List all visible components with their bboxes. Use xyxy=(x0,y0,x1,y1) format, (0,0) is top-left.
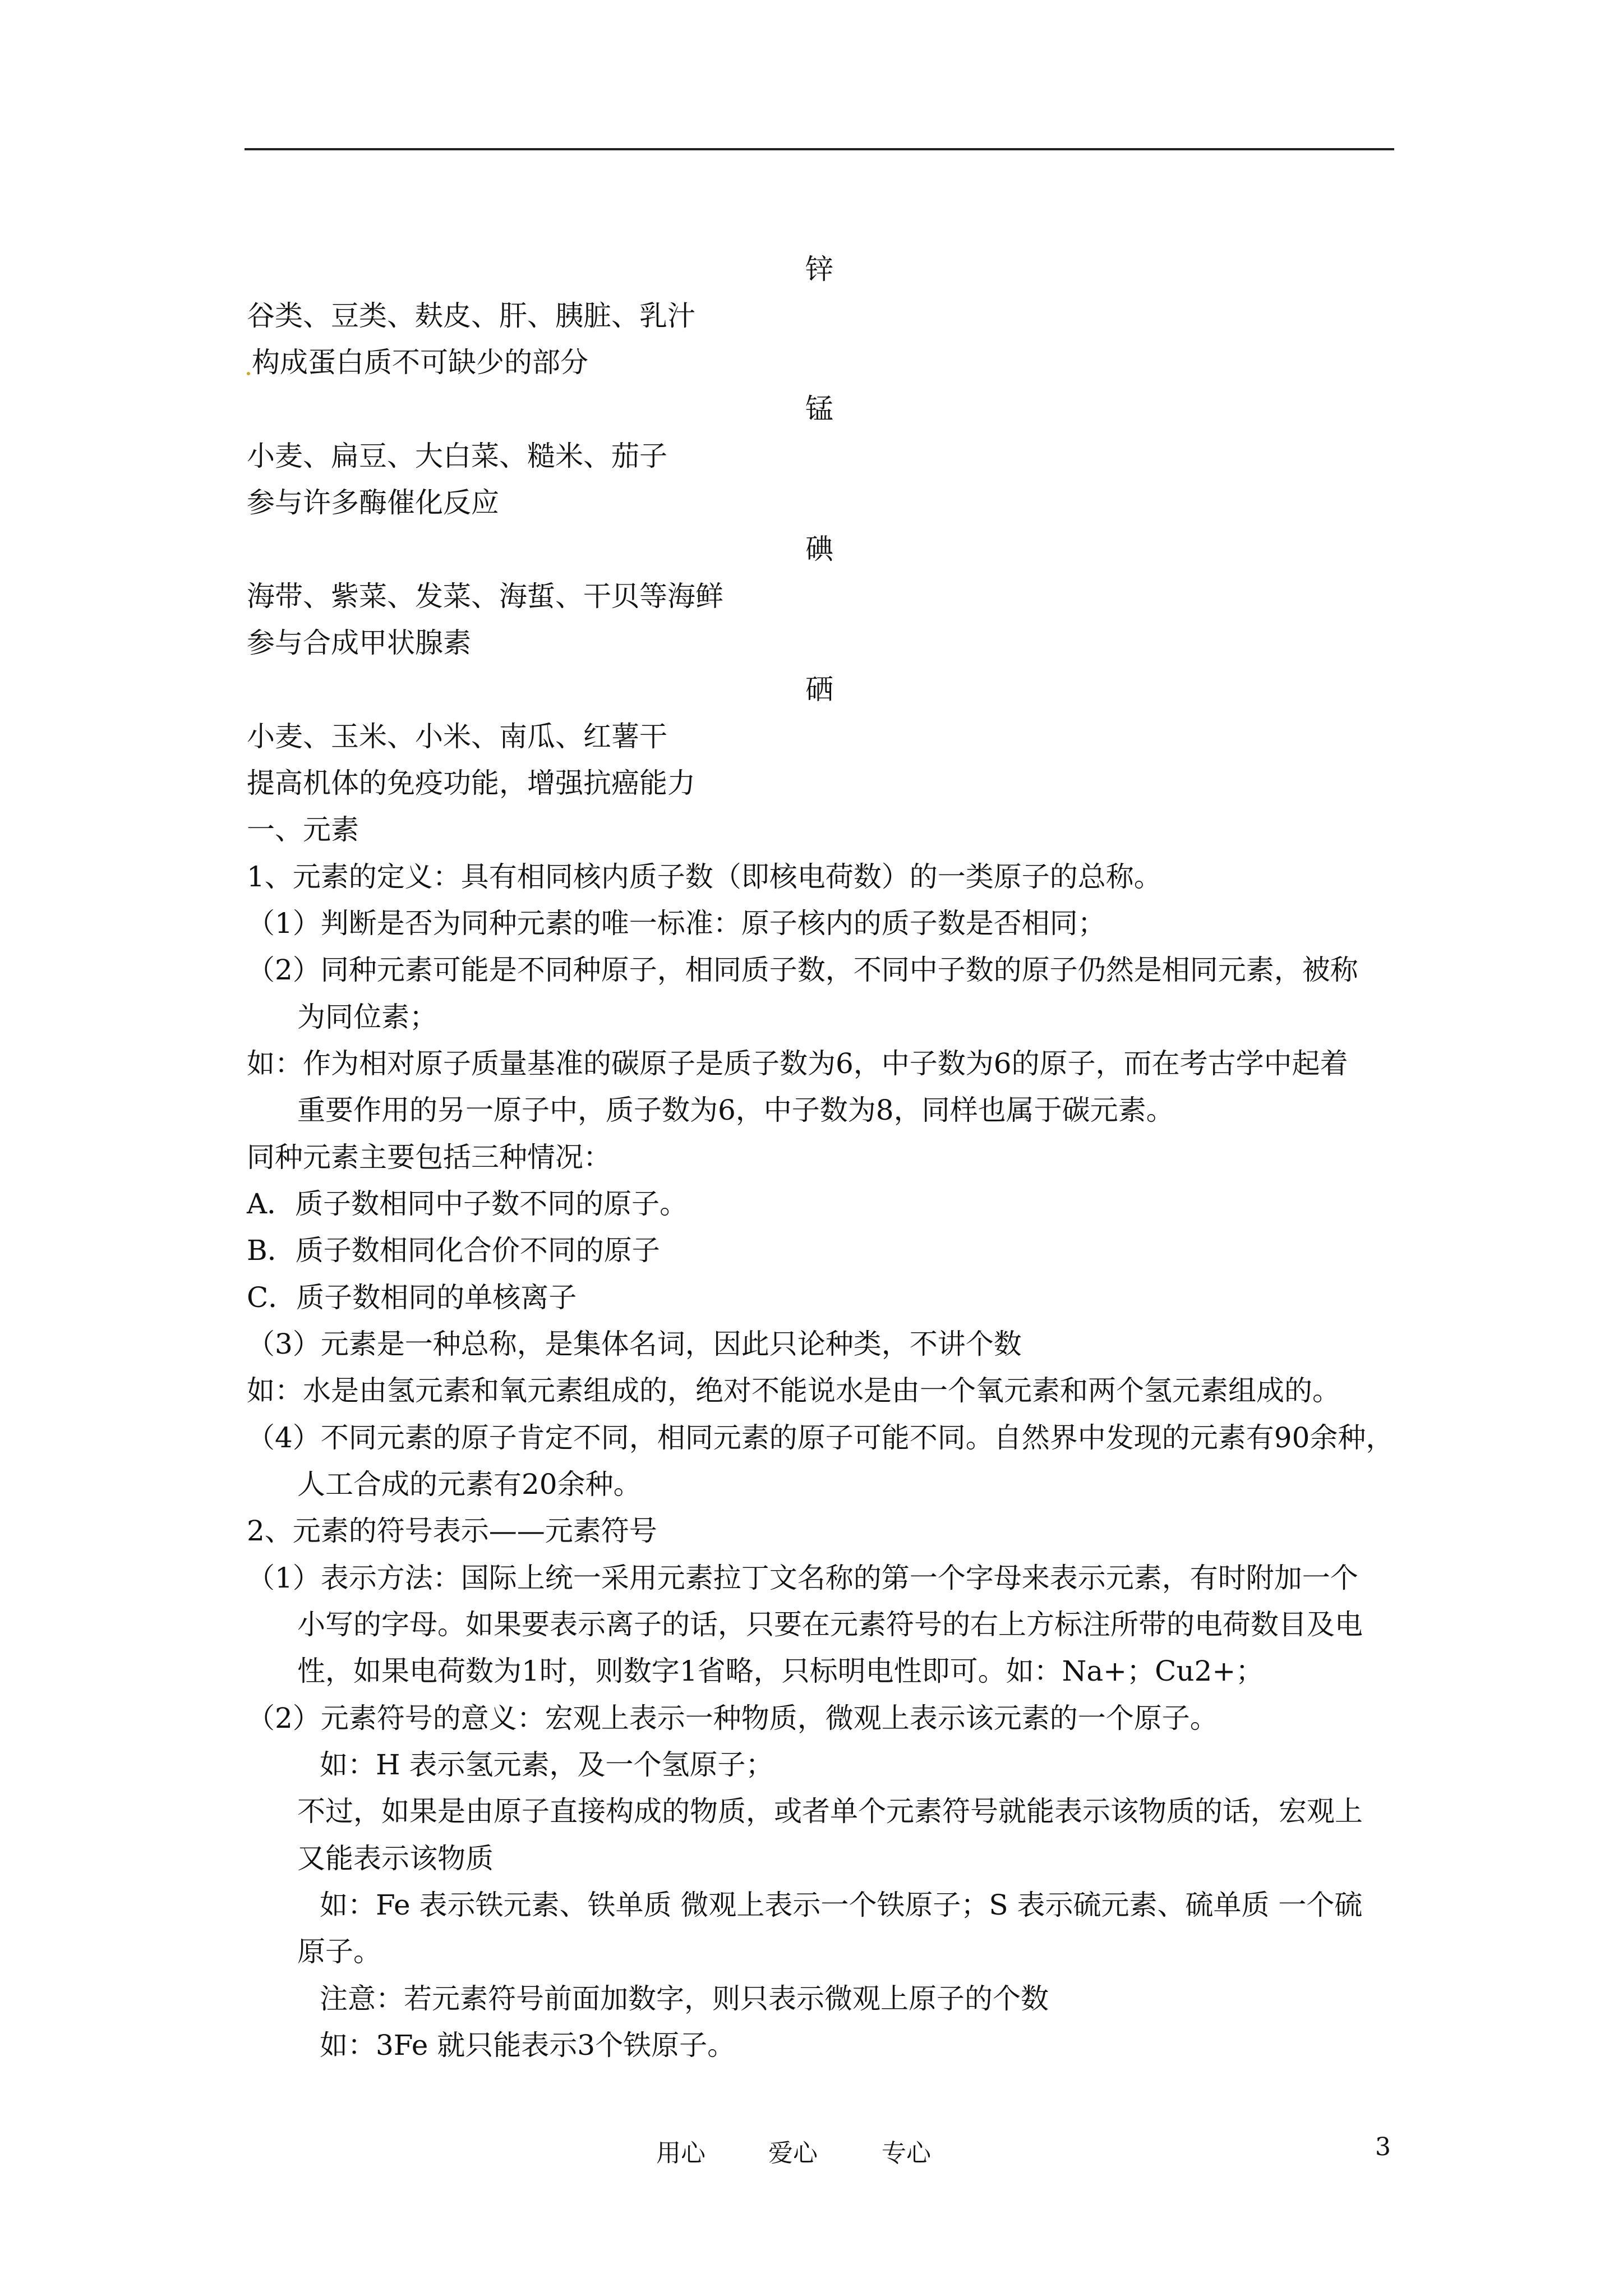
section-heading: 2、元素的符号表示——元素符号 xyxy=(247,1515,657,1547)
text-line: 海带、紫菜、发菜、海蜇、干贝等海鲜 xyxy=(247,580,723,613)
text-line: （3）元素是一种总称，是集体名词，因此只论种类，不讲个数 xyxy=(247,1328,1022,1360)
element-heading-manganese: 锰 xyxy=(805,393,833,425)
text-line: 性，如果电荷数为1时，则数字1省略，只标明电性即可。如：Na+；Cu2+； xyxy=(297,1655,1264,1687)
section-heading: 一、元素 xyxy=(247,813,359,846)
annotation-mark xyxy=(247,372,250,375)
text-line: 参与合成甲状腺素 xyxy=(247,627,471,659)
element-heading-iodine: 碘 xyxy=(805,533,833,565)
text-line: 原子。 xyxy=(297,1935,381,1968)
text-line: 不过，如果是由原子直接构成的物质，或者单个元素符号就能表示该物质的话，宏观上 xyxy=(297,1795,1363,1828)
text-line: （1）表示方法：国际上统一采用元素拉丁文名称的第一个字母来表示元素，有时附加一个 xyxy=(247,1562,1358,1594)
text-line: C．质子数相同的单核离子 xyxy=(247,1281,577,1314)
text-line: 又能表示该物质 xyxy=(297,1842,494,1875)
text-line: 如：3Fe 就只能表示3个铁原子。 xyxy=(320,2029,736,2062)
text-line: 参与许多酶催化反应 xyxy=(247,486,499,519)
text-line: 1、元素的定义：具有相同核内质子数（即核电荷数）的一类原子的总称。 xyxy=(247,861,1162,893)
text-line: （2）元素符号的意义：宏观上表示一种物质，微观上表示该元素的一个原子。 xyxy=(247,1702,1218,1734)
text-line: 谷类、豆类、麸皮、肝、胰脏、乳汁 xyxy=(247,300,695,332)
text-line: 为同位素； xyxy=(297,1001,437,1033)
footer-motto-1: 用心 xyxy=(656,2139,706,2168)
text-line: B．质子数相同化合价不同的原子 xyxy=(247,1234,660,1267)
text-line: 同种元素主要包括三种情况： xyxy=(247,1141,611,1174)
text-line: 提高机体的免疫功能，增强抗癌能力 xyxy=(247,767,695,799)
footer-motto-3: 专心 xyxy=(882,2139,931,2168)
header-rule xyxy=(245,148,1394,150)
text-line: 如：H 表示氢元素，及一个氢原子； xyxy=(320,1749,774,1781)
text-line: 重要作用的另一原子中，质子数为6，中子数为8，同样也属于碳元素。 xyxy=(297,1094,1174,1126)
footer-motto-2: 爱心 xyxy=(768,2139,818,2168)
text-line: （2）同种元素可能是不同种原子，相同质子数，不同中子数的原子仍然是相同元素，被称 xyxy=(247,954,1358,986)
text-line: 小麦、扁豆、大白菜、糙米、茄子 xyxy=(247,440,667,472)
element-heading-zinc: 锌 xyxy=(805,253,833,286)
element-heading-selenium: 硒 xyxy=(805,673,833,706)
text-line: 如：Fe 表示铁元素、铁单质 微观上表示一个铁原子；S 表示硫元素、硫单质 一个硫 xyxy=(320,1889,1363,1921)
text-line: 如：作为相对原子质量基准的碳原子是质子数为6，中子数为6的原子，而在考古学中起着 xyxy=(247,1047,1348,1080)
text-line: A．质子数相同中子数不同的原子。 xyxy=(247,1188,688,1220)
text-line: 构成蛋白质不可缺少的部分 xyxy=(247,348,588,376)
text-line: 人工合成的元素有20余种。 xyxy=(297,1468,642,1501)
text-line: 小麦、玉米、小米、南瓜、红薯干 xyxy=(247,720,667,753)
text-line: （4）不同元素的原子肯定不同，相同元素的原子可能不同。自然界中发现的元素有90余种， xyxy=(247,1421,1394,1454)
text-line: （1）判断是否为同种元素的唯一标准：原子核内的质子数是否相同； xyxy=(247,907,1106,940)
text-line: 小写的字母。如果要表示离子的话，只要在元素符号的右上方标注所带的电荷数目及电 xyxy=(297,1608,1363,1641)
text-line: 注意：若元素符号前面加数字，则只表示微观上原子的个数 xyxy=(320,1982,1049,2015)
page-number: 3 xyxy=(1375,2133,1391,2161)
text-line: 如：水是由氢元素和氧元素组成的，绝对不能说水是由一个氧元素和两个氢元素组成的。 xyxy=(247,1374,1340,1407)
